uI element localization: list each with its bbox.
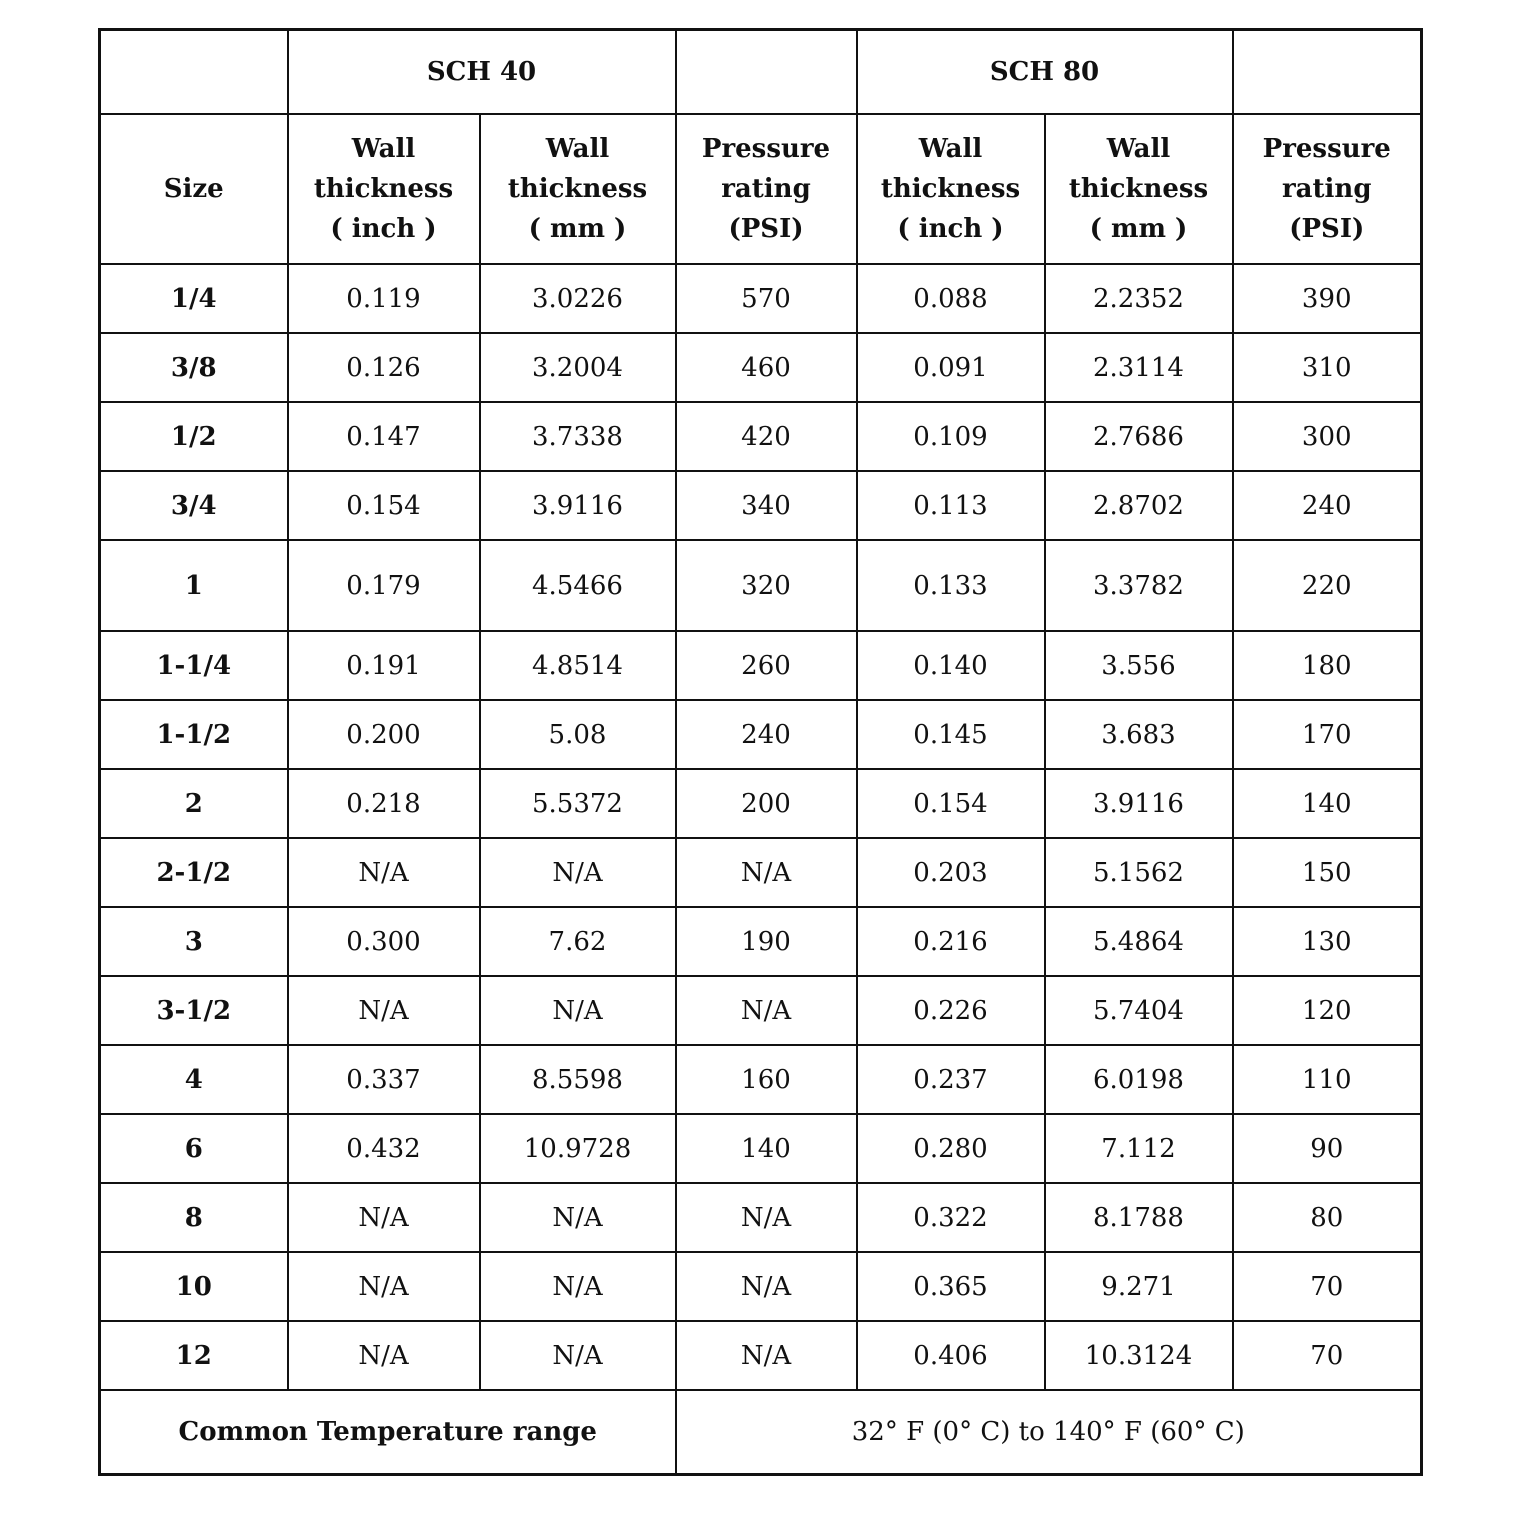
header-line: thickness — [1068, 174, 1209, 204]
sch40-wall-mm-cell: 8.5598 — [480, 1045, 676, 1114]
sch80-pressure-cell: 170 — [1233, 700, 1422, 769]
sch80-pressure-header — [1233, 114, 1422, 264]
sch80-pressure-cell: 240 — [1233, 471, 1422, 540]
sch40-pressure-cell: N/A — [676, 1183, 857, 1252]
header-line: Size — [163, 174, 224, 204]
sch80-wall-inch-cell: 0.154 — [857, 769, 1045, 838]
size-cell: 1-1/4 — [100, 631, 288, 700]
sch80-pressure-cell: 180 — [1233, 631, 1422, 700]
table-row — [100, 1321, 1422, 1390]
blank-header-cell — [1233, 30, 1422, 115]
header-line: Wall — [351, 134, 416, 164]
pipe-schedule-table — [98, 28, 1423, 1476]
header-line: ( mm ) — [528, 214, 627, 244]
sch80-wall-mm-cell: 8.1788 — [1045, 1183, 1233, 1252]
size-cell: 2 — [100, 769, 288, 838]
size-cell: 1/2 — [100, 402, 288, 471]
sch80-wall-mm-cell: 5.1562 — [1045, 838, 1233, 907]
table-row — [100, 264, 1422, 333]
sch80-pressure-cell: 130 — [1233, 907, 1422, 976]
table-row — [100, 700, 1422, 769]
sch80-wall-mm-cell: 3.3782 — [1045, 540, 1233, 631]
sch40-pressure-cell: N/A — [676, 1252, 857, 1321]
table-row — [100, 402, 1422, 471]
sch40-wall-mm-cell: N/A — [480, 838, 676, 907]
header-line: Pressure — [1262, 134, 1391, 164]
sch40-pressure-cell: 260 — [676, 631, 857, 700]
header-line: Wall — [1106, 134, 1171, 164]
sch80-wall-inch-cell: 0.280 — [857, 1114, 1045, 1183]
size-cell: 3/8 — [100, 333, 288, 402]
sch40-wall-mm-cell: 4.5466 — [480, 540, 676, 631]
sch40-pressure-cell: 200 — [676, 769, 857, 838]
header-line: Pressure — [701, 134, 831, 164]
header-line: ( inch ) — [897, 214, 1004, 244]
sch80-pressure-cell: 390 — [1233, 264, 1422, 333]
sch40-pressure-header — [676, 114, 857, 264]
sch80-wall-mm-cell: 2.3114 — [1045, 333, 1233, 402]
sch40-pressure-cell: 190 — [676, 907, 857, 976]
table-row — [100, 838, 1422, 907]
sch80-wall-inch-cell: 0.140 — [857, 631, 1045, 700]
size-cell: 6 — [100, 1114, 288, 1183]
sch80-wall-mm-cell: 3.683 — [1045, 700, 1233, 769]
sch40-wall-inch-cell: 0.432 — [288, 1114, 480, 1183]
size-cell: 10 — [100, 1252, 288, 1321]
sch80-wall-mm-cell: 3.9116 — [1045, 769, 1233, 838]
table-row — [100, 333, 1422, 402]
sch40-wall-mm-cell: N/A — [480, 1252, 676, 1321]
header-line: Wall — [545, 134, 610, 164]
size-cell: 2-1/2 — [100, 838, 288, 907]
sch40-wall-inch-cell: N/A — [288, 1321, 480, 1390]
header-line: ( inch ) — [330, 214, 437, 244]
sch40-wall-mm-cell: N/A — [480, 976, 676, 1045]
sch40-wall-inch-cell: 0.191 — [288, 631, 480, 700]
sch80-pressure-cell: 110 — [1233, 1045, 1422, 1114]
column-header-row — [100, 114, 1422, 264]
sch40-wall-inch-cell: 0.147 — [288, 402, 480, 471]
sch80-wall-mm-cell: 3.556 — [1045, 631, 1233, 700]
sch40-pressure-cell: 570 — [676, 264, 857, 333]
sch40-wall-mm-cell: 3.9116 — [480, 471, 676, 540]
size-cell: 3-1/2 — [100, 976, 288, 1045]
sch40-group-header: SCH 40 — [288, 30, 676, 115]
sch40-wall-inch-cell: 0.154 — [288, 471, 480, 540]
sch80-wall-inch-cell: 0.091 — [857, 333, 1045, 402]
header-line: (PSI) — [728, 214, 804, 244]
sch80-wall-inch-cell: 0.365 — [857, 1252, 1045, 1321]
sch80-wall-inch-cell: 0.145 — [857, 700, 1045, 769]
sch40-wall-inch-cell: 0.218 — [288, 769, 480, 838]
sch40-pressure-cell: N/A — [676, 838, 857, 907]
temperature-row — [100, 1390, 1422, 1475]
sch40-pressure-cell: 320 — [676, 540, 857, 631]
sch40-wall-inch-cell: 0.179 — [288, 540, 480, 631]
sch40-wall-inch-cell: N/A — [288, 976, 480, 1045]
sch80-wall-inch-header — [857, 114, 1045, 264]
sch40-pressure-cell: N/A — [676, 1321, 857, 1390]
sch40-pressure-cell: N/A — [676, 976, 857, 1045]
temperature-label: Common Temperature range — [100, 1390, 676, 1475]
sch40-wall-inch-header — [288, 114, 480, 264]
sch80-wall-inch-cell: 0.406 — [857, 1321, 1045, 1390]
sch80-wall-inch-cell: 0.203 — [857, 838, 1045, 907]
sch40-pressure-cell: 240 — [676, 700, 857, 769]
sch80-wall-mm-cell: 9.271 — [1045, 1252, 1233, 1321]
sch80-wall-inch-cell: 0.133 — [857, 540, 1045, 631]
sch40-wall-mm-header — [480, 114, 676, 264]
sch40-wall-mm-cell: N/A — [480, 1321, 676, 1390]
sch80-wall-mm-cell: 2.2352 — [1045, 264, 1233, 333]
sch80-wall-mm-cell: 5.7404 — [1045, 976, 1233, 1045]
table-row — [100, 1183, 1422, 1252]
table-row — [100, 471, 1422, 540]
sch80-wall-mm-cell: 6.0198 — [1045, 1045, 1233, 1114]
size-cell: 1/4 — [100, 264, 288, 333]
sch40-wall-inch-cell: 0.119 — [288, 264, 480, 333]
size-cell: 1 — [100, 540, 288, 631]
sch40-pressure-cell: 340 — [676, 471, 857, 540]
sch40-wall-inch-cell: N/A — [288, 1183, 480, 1252]
sch40-wall-mm-cell: 7.62 — [480, 907, 676, 976]
table-row — [100, 907, 1422, 976]
sch40-pressure-cell: 140 — [676, 1114, 857, 1183]
sch80-wall-inch-cell: 0.216 — [857, 907, 1045, 976]
table-row — [100, 1252, 1422, 1321]
header-line: thickness — [507, 174, 648, 204]
sch80-pressure-cell: 90 — [1233, 1114, 1422, 1183]
sch80-wall-mm-cell: 2.7686 — [1045, 402, 1233, 471]
sch80-wall-mm-header — [1045, 114, 1233, 264]
sch40-wall-inch-cell: N/A — [288, 1252, 480, 1321]
sch40-wall-mm-cell: 3.0226 — [480, 264, 676, 333]
table-row — [100, 631, 1422, 700]
sch80-wall-mm-cell: 2.8702 — [1045, 471, 1233, 540]
sch80-wall-inch-cell: 0.088 — [857, 264, 1045, 333]
header-line: rating — [1281, 174, 1372, 204]
sch80-wall-mm-cell: 10.3124 — [1045, 1321, 1233, 1390]
sch40-wall-inch-cell: 0.300 — [288, 907, 480, 976]
header-line: rating — [721, 174, 811, 204]
sch40-wall-inch-cell: 0.126 — [288, 333, 480, 402]
header-line: thickness — [880, 174, 1021, 204]
sch40-wall-mm-cell: 5.5372 — [480, 769, 676, 838]
sch80-wall-inch-cell: 0.226 — [857, 976, 1045, 1045]
sch40-wall-mm-cell: 3.7338 — [480, 402, 676, 471]
sch80-pressure-cell: 140 — [1233, 769, 1422, 838]
sch80-pressure-cell: 70 — [1233, 1321, 1422, 1390]
sch80-wall-mm-cell: 7.112 — [1045, 1114, 1233, 1183]
sch80-group-header: SCH 80 — [857, 30, 1233, 115]
sch80-wall-inch-cell: 0.237 — [857, 1045, 1045, 1114]
sch80-pressure-cell: 150 — [1233, 838, 1422, 907]
sch40-pressure-cell: 160 — [676, 1045, 857, 1114]
size-cell: 1-1/2 — [100, 700, 288, 769]
size-cell: 3 — [100, 907, 288, 976]
table-row — [100, 1114, 1422, 1183]
sch40-wall-inch-cell: N/A — [288, 838, 480, 907]
blank-header-cell — [100, 30, 288, 115]
sch80-pressure-cell: 220 — [1233, 540, 1422, 631]
table-row — [100, 769, 1422, 838]
sch40-wall-inch-cell: 0.200 — [288, 700, 480, 769]
sch40-wall-mm-cell: 4.8514 — [480, 631, 676, 700]
size-cell: 8 — [100, 1183, 288, 1252]
table-row — [100, 540, 1422, 631]
sch80-pressure-cell: 310 — [1233, 333, 1422, 402]
sch80-wall-inch-cell: 0.113 — [857, 471, 1045, 540]
sch40-pressure-cell: 460 — [676, 333, 857, 402]
sch40-wall-mm-cell: 10.9728 — [480, 1114, 676, 1183]
size-header — [100, 114, 288, 264]
sch80-pressure-cell: 80 — [1233, 1183, 1422, 1252]
sch40-wall-mm-cell: 3.2004 — [480, 333, 676, 402]
header-line: (PSI) — [1289, 214, 1365, 244]
table-row — [100, 976, 1422, 1045]
sch40-wall-mm-cell: N/A — [480, 1183, 676, 1252]
sch40-wall-mm-cell: 5.08 — [480, 700, 676, 769]
header-line: ( mm ) — [1089, 214, 1188, 244]
sch80-pressure-cell: 70 — [1233, 1252, 1422, 1321]
size-cell: 4 — [100, 1045, 288, 1114]
sch40-pressure-cell: 420 — [676, 402, 857, 471]
sch40-wall-inch-cell: 0.337 — [288, 1045, 480, 1114]
sch80-wall-inch-cell: 0.109 — [857, 402, 1045, 471]
sch80-pressure-cell: 120 — [1233, 976, 1422, 1045]
sch80-wall-inch-cell: 0.322 — [857, 1183, 1045, 1252]
sch80-pressure-cell: 300 — [1233, 402, 1422, 471]
header-line: thickness — [313, 174, 454, 204]
sch80-wall-mm-cell: 5.4864 — [1045, 907, 1233, 976]
group-header-row — [100, 30, 1422, 115]
size-cell: 12 — [100, 1321, 288, 1390]
blank-header-cell — [676, 30, 857, 115]
size-cell: 3/4 — [100, 471, 288, 540]
table-row — [100, 1045, 1422, 1114]
header-line: Wall — [918, 134, 983, 164]
temperature-value: 32° F (0° C) to 140° F (60° C) — [676, 1390, 1422, 1475]
